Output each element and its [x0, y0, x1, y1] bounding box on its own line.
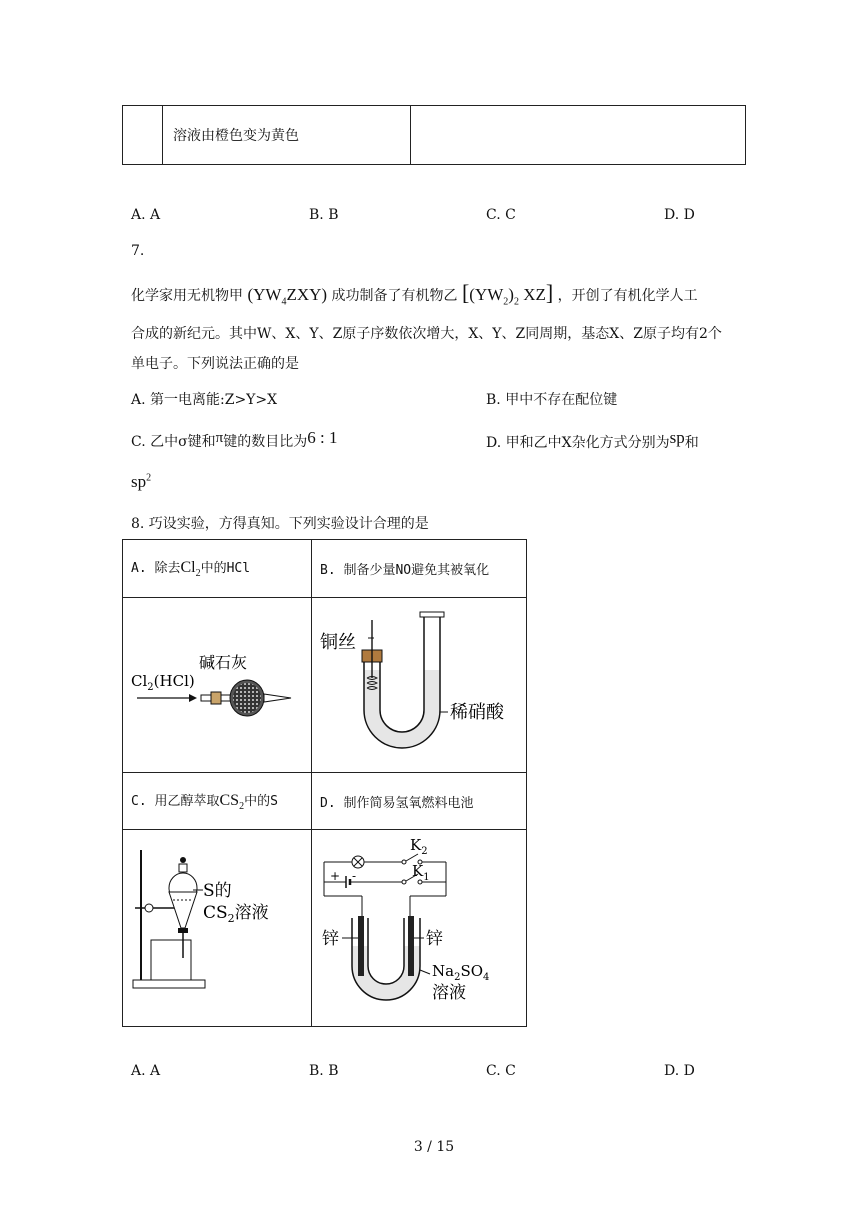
q7-option-c-text: 键的数目比为 — [223, 434, 308, 450]
plus-sign: + — [330, 869, 341, 883]
acid-label: 稀硝酸 — [450, 702, 504, 723]
stopcock — [178, 928, 188, 933]
pi-symbol: π — [215, 430, 224, 446]
q8-option-a: A. A — [131, 1063, 161, 1079]
solution-label-line2: $CS_2$溶液 — [203, 903, 269, 925]
formula-jia: $(YW_4ZXY)$ — [247, 285, 328, 308]
q7-number: 7. — [131, 243, 145, 259]
q7-option-d — [486, 428, 699, 452]
q8-b-label: B. 制备少量NO避免其被氧化 — [320, 563, 490, 578]
soda-lime-fill — [233, 683, 261, 713]
q8-a-label: A. 除去 — [131, 561, 181, 577]
q8-figure-b-cell — [312, 598, 527, 773]
q8-figure-a-cell — [123, 598, 312, 773]
q6-option-d: D. D — [664, 207, 695, 223]
arrow-head-icon — [189, 694, 197, 702]
switch-contact — [418, 880, 422, 884]
stopper — [211, 692, 221, 704]
figure-b-u-tube — [312, 598, 526, 768]
tube-rim — [420, 612, 444, 617]
q7-option-d-text: D. 甲和乙中X杂化方式分别为 — [486, 435, 670, 451]
q7-stem-line1 — [131, 280, 698, 307]
switch-k2 — [406, 854, 418, 861]
q7-option-b: B. 甲中不存在配位键 — [486, 392, 618, 408]
electrode-right-label: 锌 — [426, 929, 443, 949]
electrolyte-label-line1: $Na_2SO_4$ — [432, 962, 490, 983]
q6-option-b: B. B — [309, 207, 339, 223]
q8-a-label-post: 中的HCl — [200, 561, 251, 577]
q7-stem-text: ，开创了有机化学人工 — [557, 288, 698, 304]
page-number: 3 / 15 — [413, 1139, 455, 1155]
q8-c-label-cell: C. 用乙醇萃取$CS_2$中的S — [123, 773, 312, 830]
q8-stem: 8. 巧设实验，方得真知。下列实验设计合理的是 — [131, 516, 429, 532]
q6-option-a: A. A — [131, 207, 161, 223]
figure-c-separatory-funnel — [123, 830, 311, 1022]
answer-table-fragment — [122, 105, 746, 165]
tube-inlet — [201, 695, 211, 701]
q8-c-label: C. 用乙醇萃取 — [131, 793, 220, 809]
funnel-stopper — [180, 857, 186, 863]
q7-option-a: A. 第一电离能:Z>Y>X — [131, 392, 278, 408]
minus-sign: - — [352, 869, 357, 883]
q7-stem-line3: 单电子。下列说法正确的是 — [131, 356, 299, 372]
q8-c-label-post: 中的S — [244, 793, 278, 809]
figure-d-fuel-cell — [312, 830, 526, 1022]
q7-stem-line2: 合成的新纪元。其中W、X、Y、Z原子序数依次增大，X、Y、Z同周期，基态X、Z原子均有2个 — [131, 326, 722, 342]
wire-label: 铜丝 — [320, 632, 356, 653]
k2-label: $K_2$ — [410, 836, 428, 857]
q7-stem-text: 成功制备了有机物乙 — [331, 288, 458, 304]
k1-label: $K_1$ — [412, 862, 430, 883]
q6-option-c: C. C — [486, 207, 516, 223]
q8-a-label-cell: A. 除去$Cl_2$中的HCl — [123, 540, 312, 598]
leader-line — [420, 970, 430, 974]
q8-figure-d-cell — [312, 830, 527, 1027]
table-cell-observation: 溶液由橙色变为黄色 — [163, 106, 411, 165]
table-empty-cell — [411, 106, 746, 165]
switch-contact — [402, 860, 406, 864]
q8-option-b: B. B — [309, 1063, 339, 1079]
reagent-label: 碱石灰 — [199, 653, 248, 672]
switch-contact — [402, 880, 406, 884]
q8-options-table — [122, 539, 527, 1027]
q7-option-c-text: C. 乙中σ键和 — [131, 434, 216, 450]
u-tube-inner — [368, 918, 404, 984]
formula-yi: [$(YW_2)_2$ XZ] — [461, 280, 554, 308]
q8-d-label: D. 制作简易氢氧燃料电池 — [320, 795, 474, 811]
electrolyte-label-line2: 溶液 — [432, 983, 466, 1003]
figure-a-drying-tube — [123, 598, 311, 768]
q8-option-c: C. C — [486, 1063, 516, 1079]
table-empty-cell — [123, 106, 163, 165]
solution-label-line1: S的 — [203, 881, 232, 901]
beaker — [151, 940, 191, 980]
clamp-screw — [145, 904, 153, 912]
zinc-electrode-right — [408, 916, 414, 976]
electrode-left-label: 锌 — [322, 929, 339, 949]
zinc-electrode-left — [358, 916, 364, 976]
ratio-value: 6 : 1 — [307, 428, 338, 447]
tube-outlet — [264, 694, 291, 702]
q8-d-label-cell — [312, 773, 527, 830]
q8-b-label-cell — [312, 540, 527, 598]
q7-option-d-text: 和 — [684, 435, 699, 451]
funnel-neck — [179, 864, 187, 872]
u-tube-inner — [380, 616, 424, 732]
stand-base — [133, 980, 205, 988]
q7-option-c — [131, 428, 337, 451]
q7-stem-text: 化学家用无机物甲 — [131, 288, 243, 304]
sp-term: sp — [669, 428, 685, 447]
q8-option-d: D. D — [664, 1063, 695, 1079]
gas-label: $Cl_2(HCl)$ — [131, 672, 195, 693]
sp2-term: $sp^2$ — [131, 472, 152, 491]
q8-figure-c-cell — [123, 830, 312, 1027]
funnel-cone — [169, 892, 197, 928]
